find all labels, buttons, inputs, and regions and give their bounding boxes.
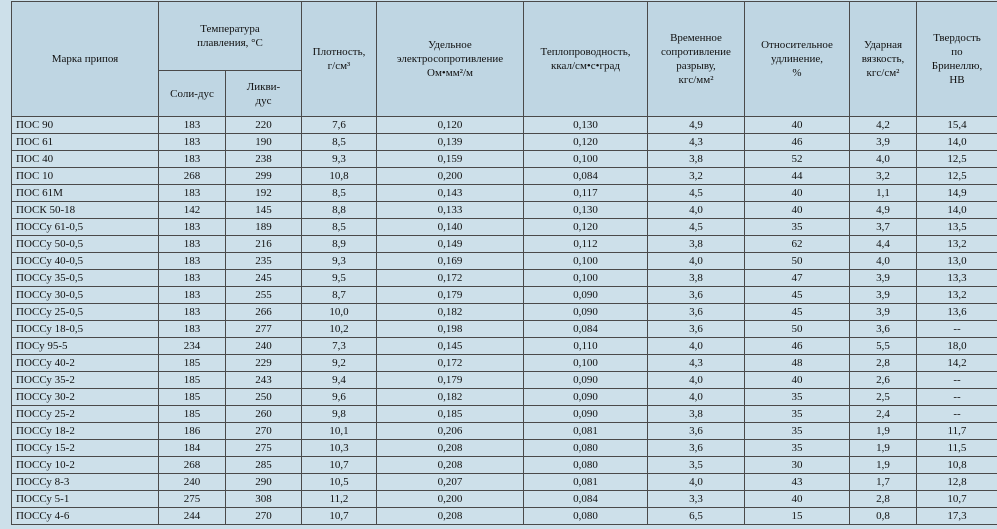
liquidus-cell: 229 [226, 355, 302, 372]
solidus-cell: 183 [159, 287, 226, 304]
solidus-cell: 240 [159, 474, 226, 491]
elongation-cell: 62 [745, 236, 850, 253]
resistivity-cell: 0,139 [377, 134, 524, 151]
header-liquidus: Ликви- дус [226, 71, 302, 117]
solidus-cell: 234 [159, 338, 226, 355]
liquidus-cell: 277 [226, 321, 302, 338]
impact-cell: 4,9 [850, 202, 917, 219]
tensile-cell: 4,9 [648, 117, 745, 134]
impact-cell: 3,9 [850, 270, 917, 287]
tensile-cell: 3,8 [648, 270, 745, 287]
tensile-cell: 6,5 [648, 508, 745, 525]
table-row [12, 202, 997, 219]
solidus-cell: 183 [159, 236, 226, 253]
density-cell: 8,9 [302, 236, 377, 253]
solidus-cell: 275 [159, 491, 226, 508]
resistivity-cell: 0,182 [377, 304, 524, 321]
impact-cell: 2,8 [850, 355, 917, 372]
liquidus-cell: 240 [226, 338, 302, 355]
header-density: Плотность, г/см³ [302, 2, 377, 117]
liquidus-cell: 145 [226, 202, 302, 219]
table-row [12, 151, 997, 168]
brand-cell: ПОССу 4-6 [12, 508, 159, 525]
header-tensile-strength: Временное сопротивление разрыву, кгс/мм² [648, 2, 745, 117]
tensile-cell: 4,0 [648, 202, 745, 219]
liquidus-cell: 245 [226, 270, 302, 287]
solidus-cell: 183 [159, 321, 226, 338]
impact-cell: 0,8 [850, 508, 917, 525]
tensile-cell: 3,2 [648, 168, 745, 185]
header-impact-strength: Ударная вязкость, кгс/см² [850, 2, 917, 117]
table-row [12, 270, 997, 287]
header-solidus: Соли-дус [159, 71, 226, 117]
resistivity-cell: 0,120 [377, 117, 524, 134]
impact-cell: 3,6 [850, 321, 917, 338]
resistivity-cell: 0,179 [377, 287, 524, 304]
density-cell: 9,2 [302, 355, 377, 372]
tensile-cell: 3,5 [648, 457, 745, 474]
brand-cell: ПОССу 35-0,5 [12, 270, 159, 287]
density-cell: 7,3 [302, 338, 377, 355]
liquidus-cell: 270 [226, 423, 302, 440]
table-row [12, 338, 997, 355]
elongation-cell: 52 [745, 151, 850, 168]
tensile-cell: 3,8 [648, 151, 745, 168]
impact-cell: 5,5 [850, 338, 917, 355]
table-row [12, 304, 997, 321]
conductivity-cell: 0,081 [524, 474, 648, 491]
hardness-cell: 12,5 [917, 151, 997, 168]
impact-cell: 3,9 [850, 304, 917, 321]
conductivity-cell: 0,112 [524, 236, 648, 253]
header-resistivity: Удельное электросопротивление Ом•мм²/м [377, 2, 524, 117]
resistivity-cell: 0,159 [377, 151, 524, 168]
elongation-cell: 35 [745, 406, 850, 423]
density-cell: 9,3 [302, 253, 377, 270]
elongation-cell: 35 [745, 423, 850, 440]
brand-cell: ПОССу 18-0,5 [12, 321, 159, 338]
elongation-cell: 35 [745, 440, 850, 457]
density-cell: 10,7 [302, 457, 377, 474]
tensile-cell: 3,6 [648, 321, 745, 338]
resistivity-cell: 0,169 [377, 253, 524, 270]
conductivity-cell: 0,117 [524, 185, 648, 202]
conductivity-cell: 0,090 [524, 372, 648, 389]
density-cell: 9,8 [302, 406, 377, 423]
elongation-cell: 50 [745, 253, 850, 270]
density-cell: 10,3 [302, 440, 377, 457]
solidus-cell: 183 [159, 185, 226, 202]
table-row [12, 287, 997, 304]
brand-cell: ПОС 40 [12, 151, 159, 168]
conductivity-cell: 0,080 [524, 457, 648, 474]
table-row [12, 253, 997, 270]
solidus-cell: 185 [159, 389, 226, 406]
impact-cell: 1,9 [850, 440, 917, 457]
density-cell: 11,2 [302, 491, 377, 508]
conductivity-cell: 0,084 [524, 168, 648, 185]
solidus-cell: 186 [159, 423, 226, 440]
resistivity-cell: 0,198 [377, 321, 524, 338]
elongation-cell: 35 [745, 219, 850, 236]
elongation-cell: 45 [745, 287, 850, 304]
elongation-cell: 43 [745, 474, 850, 491]
liquidus-cell: 275 [226, 440, 302, 457]
conductivity-cell: 0,100 [524, 270, 648, 287]
density-cell: 8,5 [302, 185, 377, 202]
brand-cell: ПОССу 8-3 [12, 474, 159, 491]
hardness-cell: 12,5 [917, 168, 997, 185]
solidus-cell: 183 [159, 270, 226, 287]
conductivity-cell: 0,084 [524, 321, 648, 338]
brand-cell: ПОССу 30-2 [12, 389, 159, 406]
liquidus-cell: 255 [226, 287, 302, 304]
conductivity-cell: 0,120 [524, 219, 648, 236]
brand-cell: ПОСу 95-5 [12, 338, 159, 355]
conductivity-cell: 0,120 [524, 134, 648, 151]
conductivity-cell: 0,090 [524, 406, 648, 423]
impact-cell: 1,9 [850, 457, 917, 474]
liquidus-cell: 216 [226, 236, 302, 253]
density-cell: 10,1 [302, 423, 377, 440]
hardness-cell: 13,3 [917, 270, 997, 287]
table-row [12, 372, 997, 389]
tensile-cell: 4,0 [648, 338, 745, 355]
brand-cell: ПОССу 40-0,5 [12, 253, 159, 270]
brand-cell: ПОССу 30-0,5 [12, 287, 159, 304]
elongation-cell: 15 [745, 508, 850, 525]
impact-cell: 2,6 [850, 372, 917, 389]
solidus-cell: 183 [159, 304, 226, 321]
tensile-cell: 3,6 [648, 423, 745, 440]
hardness-cell: -- [917, 406, 997, 423]
conductivity-cell: 0,130 [524, 117, 648, 134]
table-row [12, 474, 997, 491]
resistivity-cell: 0,208 [377, 457, 524, 474]
hardness-cell: 18,0 [917, 338, 997, 355]
solidus-cell: 185 [159, 355, 226, 372]
density-cell: 10,8 [302, 168, 377, 185]
conductivity-cell: 0,110 [524, 338, 648, 355]
density-cell: 9,4 [302, 372, 377, 389]
tensile-cell: 4,0 [648, 253, 745, 270]
tensile-cell: 4,0 [648, 389, 745, 406]
solidus-cell: 183 [159, 219, 226, 236]
liquidus-cell: 189 [226, 219, 302, 236]
table-row [12, 185, 997, 202]
tensile-cell: 3,6 [648, 440, 745, 457]
brand-cell: ПОС 61 [12, 134, 159, 151]
density-cell: 10,5 [302, 474, 377, 491]
elongation-cell: 47 [745, 270, 850, 287]
density-cell: 7,6 [302, 117, 377, 134]
table-row [12, 355, 997, 372]
table-row [12, 508, 997, 525]
liquidus-cell: 235 [226, 253, 302, 270]
resistivity-cell: 0,140 [377, 219, 524, 236]
liquidus-cell: 308 [226, 491, 302, 508]
resistivity-cell: 0,179 [377, 372, 524, 389]
header-elongation: Относительное удлинение, % [745, 2, 850, 117]
elongation-cell: 30 [745, 457, 850, 474]
resistivity-cell: 0,143 [377, 185, 524, 202]
tensile-cell: 3,8 [648, 406, 745, 423]
conductivity-cell: 0,090 [524, 304, 648, 321]
resistivity-cell: 0,208 [377, 508, 524, 525]
brand-cell: ПОССу 18-2 [12, 423, 159, 440]
header-brand: Марка припоя [12, 2, 159, 117]
table-row [12, 236, 997, 253]
impact-cell: 2,8 [850, 491, 917, 508]
liquidus-cell: 299 [226, 168, 302, 185]
density-cell: 10,0 [302, 304, 377, 321]
density-cell: 9,5 [302, 270, 377, 287]
solidus-cell: 184 [159, 440, 226, 457]
tensile-cell: 4,5 [648, 219, 745, 236]
density-cell: 8,7 [302, 287, 377, 304]
solidus-cell: 183 [159, 253, 226, 270]
hardness-cell: 14,2 [917, 355, 997, 372]
impact-cell: 1,1 [850, 185, 917, 202]
brand-cell: ПОССу 35-2 [12, 372, 159, 389]
elongation-cell: 46 [745, 134, 850, 151]
tensile-cell: 3,3 [648, 491, 745, 508]
header-brinell-hardness: Твердость по Бринеллю, НВ [917, 2, 997, 117]
brand-cell: ПОСК 50-18 [12, 202, 159, 219]
impact-cell: 2,4 [850, 406, 917, 423]
hardness-cell: 15,4 [917, 117, 997, 134]
hardness-cell: 10,7 [917, 491, 997, 508]
hardness-cell: -- [917, 321, 997, 338]
resistivity-cell: 0,207 [377, 474, 524, 491]
impact-cell: 4,0 [850, 253, 917, 270]
solidus-cell: 244 [159, 508, 226, 525]
conductivity-cell: 0,100 [524, 355, 648, 372]
hardness-cell: 11,7 [917, 423, 997, 440]
solidus-cell: 183 [159, 134, 226, 151]
tensile-cell: 4,0 [648, 474, 745, 491]
elongation-cell: 50 [745, 321, 850, 338]
impact-cell: 3,7 [850, 219, 917, 236]
hardness-cell: -- [917, 389, 997, 406]
conductivity-cell: 0,100 [524, 253, 648, 270]
tensile-cell: 3,8 [648, 236, 745, 253]
conductivity-cell: 0,080 [524, 508, 648, 525]
conductivity-cell: 0,084 [524, 491, 648, 508]
hardness-cell: 13,2 [917, 287, 997, 304]
impact-cell: 4,0 [850, 151, 917, 168]
density-cell: 10,2 [302, 321, 377, 338]
hardness-cell: 14,9 [917, 185, 997, 202]
hardness-cell: 17,3 [917, 508, 997, 525]
table-row [12, 134, 997, 151]
brand-cell: ПОССу 40-2 [12, 355, 159, 372]
tensile-cell: 4,5 [648, 185, 745, 202]
table-header [12, 2, 997, 117]
brand-cell: ПОССу 61-0,5 [12, 219, 159, 236]
tensile-cell: 4,3 [648, 355, 745, 372]
hardness-cell: 13,0 [917, 253, 997, 270]
resistivity-cell: 0,182 [377, 389, 524, 406]
table-row [12, 406, 997, 423]
solidus-cell: 142 [159, 202, 226, 219]
liquidus-cell: 238 [226, 151, 302, 168]
impact-cell: 3,2 [850, 168, 917, 185]
solder-properties-table [11, 1, 997, 525]
brand-cell: ПОССу 25-2 [12, 406, 159, 423]
resistivity-cell: 0,185 [377, 406, 524, 423]
impact-cell: 4,2 [850, 117, 917, 134]
hardness-cell: 13,6 [917, 304, 997, 321]
brand-cell: ПОС 61М [12, 185, 159, 202]
solidus-cell: 268 [159, 457, 226, 474]
liquidus-cell: 266 [226, 304, 302, 321]
brand-cell: ПОС 90 [12, 117, 159, 134]
conductivity-cell: 0,100 [524, 151, 648, 168]
resistivity-cell: 0,149 [377, 236, 524, 253]
solidus-cell: 268 [159, 168, 226, 185]
table-row [12, 457, 997, 474]
impact-cell: 1,9 [850, 423, 917, 440]
density-cell: 8,8 [302, 202, 377, 219]
elongation-cell: 40 [745, 185, 850, 202]
conductivity-cell: 0,090 [524, 389, 648, 406]
hardness-cell: 10,8 [917, 457, 997, 474]
elongation-cell: 46 [745, 338, 850, 355]
elongation-cell: 45 [745, 304, 850, 321]
liquidus-cell: 250 [226, 389, 302, 406]
density-cell: 8,5 [302, 134, 377, 151]
density-cell: 9,3 [302, 151, 377, 168]
liquidus-cell: 220 [226, 117, 302, 134]
solidus-cell: 185 [159, 372, 226, 389]
density-cell: 9,6 [302, 389, 377, 406]
brand-cell: ПОССу 25-0,5 [12, 304, 159, 321]
elongation-cell: 48 [745, 355, 850, 372]
conductivity-cell: 0,080 [524, 440, 648, 457]
resistivity-cell: 0,208 [377, 440, 524, 457]
impact-cell: 4,4 [850, 236, 917, 253]
table-body [12, 117, 997, 525]
liquidus-cell: 192 [226, 185, 302, 202]
brand-cell: ПОССу 10-2 [12, 457, 159, 474]
table-row [12, 321, 997, 338]
resistivity-cell: 0,172 [377, 355, 524, 372]
elongation-cell: 40 [745, 372, 850, 389]
brand-cell: ПОС 10 [12, 168, 159, 185]
elongation-cell: 44 [745, 168, 850, 185]
conductivity-cell: 0,081 [524, 423, 648, 440]
liquidus-cell: 243 [226, 372, 302, 389]
impact-cell: 3,9 [850, 134, 917, 151]
resistivity-cell: 0,200 [377, 491, 524, 508]
resistivity-cell: 0,200 [377, 168, 524, 185]
elongation-cell: 35 [745, 389, 850, 406]
solidus-cell: 183 [159, 151, 226, 168]
hardness-cell: 12,8 [917, 474, 997, 491]
density-cell: 10,7 [302, 508, 377, 525]
impact-cell: 1,7 [850, 474, 917, 491]
hardness-cell: -- [917, 372, 997, 389]
brand-cell: ПОССу 15-2 [12, 440, 159, 457]
elongation-cell: 40 [745, 117, 850, 134]
header-melting-temperature: Температура плавления, °С [159, 2, 302, 71]
tensile-cell: 3,6 [648, 287, 745, 304]
resistivity-cell: 0,133 [377, 202, 524, 219]
table-row [12, 117, 997, 134]
liquidus-cell: 285 [226, 457, 302, 474]
hardness-cell: 14,0 [917, 202, 997, 219]
header-thermal-conductivity: Теплопроводность, ккал/см•с•град [524, 2, 648, 117]
brand-cell: ПОССу 5-1 [12, 491, 159, 508]
impact-cell: 2,5 [850, 389, 917, 406]
conductivity-cell: 0,130 [524, 202, 648, 219]
resistivity-cell: 0,145 [377, 338, 524, 355]
hardness-cell: 11,5 [917, 440, 997, 457]
hardness-cell: 13,5 [917, 219, 997, 236]
tensile-cell: 4,3 [648, 134, 745, 151]
hardness-cell: 13,2 [917, 236, 997, 253]
solidus-cell: 183 [159, 117, 226, 134]
table-row [12, 219, 997, 236]
table-row [12, 168, 997, 185]
density-cell: 8,5 [302, 219, 377, 236]
liquidus-cell: 190 [226, 134, 302, 151]
liquidus-cell: 290 [226, 474, 302, 491]
solidus-cell: 185 [159, 406, 226, 423]
table-row [12, 423, 997, 440]
liquidus-cell: 270 [226, 508, 302, 525]
table-row [12, 491, 997, 508]
liquidus-cell: 260 [226, 406, 302, 423]
elongation-cell: 40 [745, 202, 850, 219]
brand-cell: ПОССу 50-0,5 [12, 236, 159, 253]
resistivity-cell: 0,172 [377, 270, 524, 287]
hardness-cell: 14,0 [917, 134, 997, 151]
resistivity-cell: 0,206 [377, 423, 524, 440]
table-row [12, 440, 997, 457]
impact-cell: 3,9 [850, 287, 917, 304]
table-row [12, 389, 997, 406]
conductivity-cell: 0,090 [524, 287, 648, 304]
tensile-cell: 3,6 [648, 304, 745, 321]
tensile-cell: 4,0 [648, 372, 745, 389]
elongation-cell: 40 [745, 491, 850, 508]
